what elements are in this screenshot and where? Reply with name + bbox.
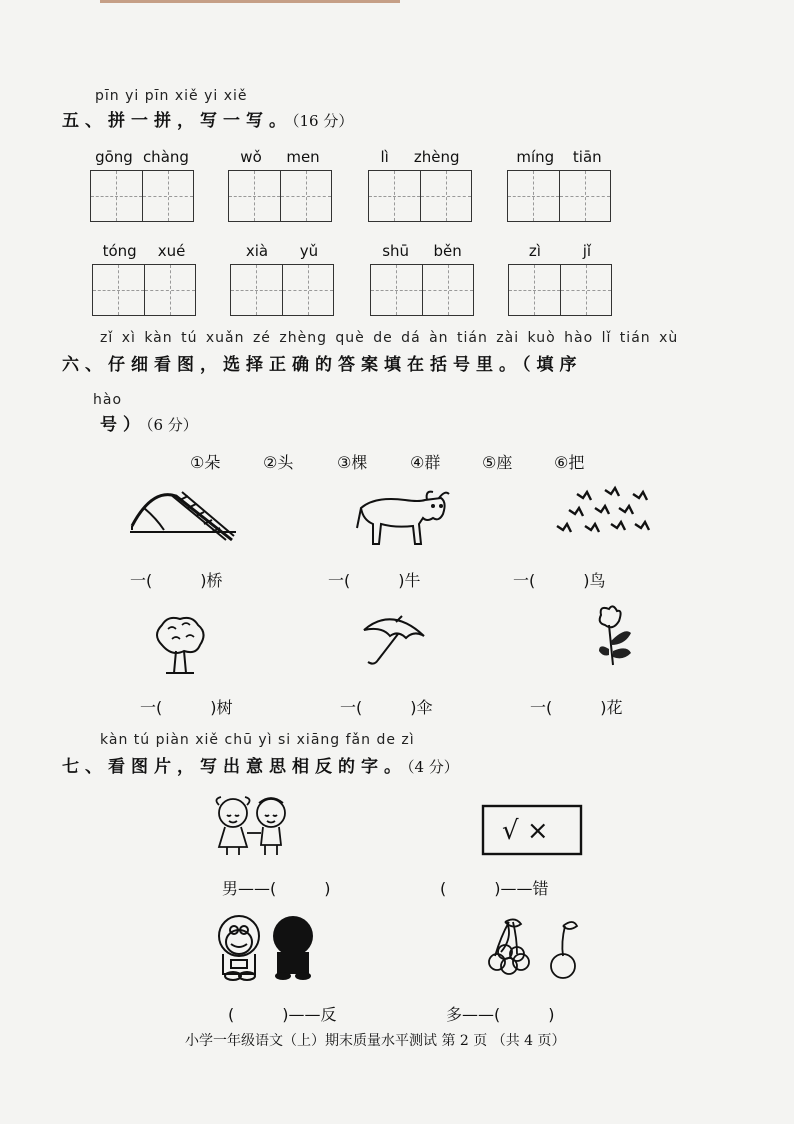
pinyin-label [370, 242, 474, 260]
pinyin-syllable: zì [528, 242, 541, 260]
umbrella-icon [362, 612, 428, 668]
writing-cell[interactable] [509, 265, 561, 315]
writing-box [92, 264, 196, 316]
writing-box [368, 170, 472, 222]
flower-icon [595, 605, 635, 667]
pinyin-label [368, 148, 472, 166]
blank-boy-girl[interactable]: 男——( ) [222, 879, 331, 898]
blank-ox[interactable]: 一( )牛 [328, 571, 421, 590]
page-footer: 小学一年级语文（上）期末质量水平测试 第 2 页 （共 4 页） [185, 1033, 566, 1049]
doraemon-front-back-icon [215, 912, 325, 982]
scan-top-edge [100, 0, 400, 3]
blank-birds[interactable]: 一( )鸟 [513, 571, 606, 590]
choice-1: ①朵 [190, 453, 221, 472]
pinyin-syllable: gōng [95, 148, 133, 166]
bridge-icon [130, 488, 236, 548]
writing-box [230, 264, 334, 316]
writing-cell[interactable] [421, 171, 472, 221]
writing-box [507, 170, 611, 222]
blank-umbrella[interactable]: 一( )伞 [340, 698, 433, 717]
writing-cell[interactable] [93, 265, 145, 315]
check-cross-icon [482, 805, 582, 855]
pinyin-syllable: yǔ [299, 242, 319, 260]
tree-icon [152, 615, 208, 675]
writing-cell[interactable] [369, 171, 421, 221]
writing-box [508, 264, 612, 316]
pinyin-syllable: tóng [102, 242, 137, 260]
blank-flower[interactable]: 一( )花 [530, 698, 623, 717]
blank-front-back[interactable]: ( )——反 [228, 1005, 337, 1024]
choice-6: ⑥把 [554, 453, 585, 472]
writing-cell[interactable] [91, 171, 143, 221]
pinyin-syllable: xué [157, 242, 186, 260]
writing-cell[interactable] [143, 171, 194, 221]
pinyin-syllable: xià [245, 242, 269, 260]
writing-cell[interactable] [283, 265, 334, 315]
pinyin-syllable: lì [380, 148, 389, 166]
section6-points: （6 分） [146, 416, 198, 434]
writing-cell[interactable] [508, 171, 560, 221]
pinyin-label [228, 148, 332, 166]
writing-cell[interactable] [561, 265, 612, 315]
section5-pinyin: pīn yi pīn xiě yi xiě [95, 88, 248, 104]
writing-cell[interactable] [281, 171, 332, 221]
writing-box [90, 170, 194, 222]
pinyin-label [508, 242, 612, 260]
section6-pinyin: zǐ xì kàn tú xuǎn zé zhèng què de dá àn tián zài kuò hào lǐ tián xù [100, 330, 679, 346]
section7-pinyin: kàn tú piàn xiě chū yì si xiāng fǎn de zì [100, 732, 415, 748]
writing-cell[interactable] [229, 171, 281, 221]
writing-cell[interactable] [231, 265, 283, 315]
choice-2: ②头 [263, 453, 294, 472]
choice-5: ⑤座 [482, 453, 513, 472]
writing-cell[interactable] [423, 265, 474, 315]
section6-title: 六、仔细看图，选择正确的答案填在括号里。（填序 [62, 355, 583, 375]
pinyin-label [507, 148, 611, 166]
blank-tree[interactable]: 一( )树 [140, 698, 233, 717]
pinyin-syllable: míng [516, 148, 555, 166]
section6-pinyin2: hào [93, 392, 123, 408]
writing-cell[interactable] [371, 265, 423, 315]
cherries-icon [487, 918, 587, 980]
section7-title: 七、看图片，写出意思相反的字。（4 分） [62, 757, 459, 777]
ox-icon [355, 488, 451, 548]
section5-title: 五、拼一拼，写一写。（16 分） [62, 111, 354, 131]
pinyin-syllable: jǐ [582, 242, 592, 260]
pinyin-label [90, 148, 194, 166]
blank-right-wrong[interactable]: ( )——错 [440, 879, 549, 898]
pinyin-label [230, 242, 334, 260]
boy-girl-icon [207, 795, 297, 857]
choice-4: ④群 [410, 453, 441, 472]
blank-many-few[interactable]: 多——( ) [446, 1005, 555, 1024]
pinyin-syllable: wǒ [240, 148, 262, 166]
choice-3: ③棵 [337, 453, 368, 472]
pinyin-syllable: tiān [572, 148, 602, 166]
writing-box [370, 264, 474, 316]
pinyin-syllable: chàng [142, 148, 189, 166]
pinyin-syllable: men [286, 148, 320, 166]
section7-points: （4 分） [407, 758, 459, 776]
section6-title2: 号）（6 分） [100, 415, 198, 435]
birds-icon [555, 488, 655, 550]
writing-box [228, 170, 332, 222]
pinyin-syllable: běn [433, 242, 462, 260]
writing-cell[interactable] [560, 171, 611, 221]
blank-bridge[interactable]: 一( )桥 [130, 571, 223, 590]
pinyin-syllable: zhèng [413, 148, 460, 166]
pinyin-label [92, 242, 196, 260]
check-cross-symbols: √ × [502, 816, 549, 846]
section5-points: （16 分） [292, 112, 354, 130]
writing-cell[interactable] [145, 265, 196, 315]
pinyin-syllable: shū [382, 242, 410, 260]
